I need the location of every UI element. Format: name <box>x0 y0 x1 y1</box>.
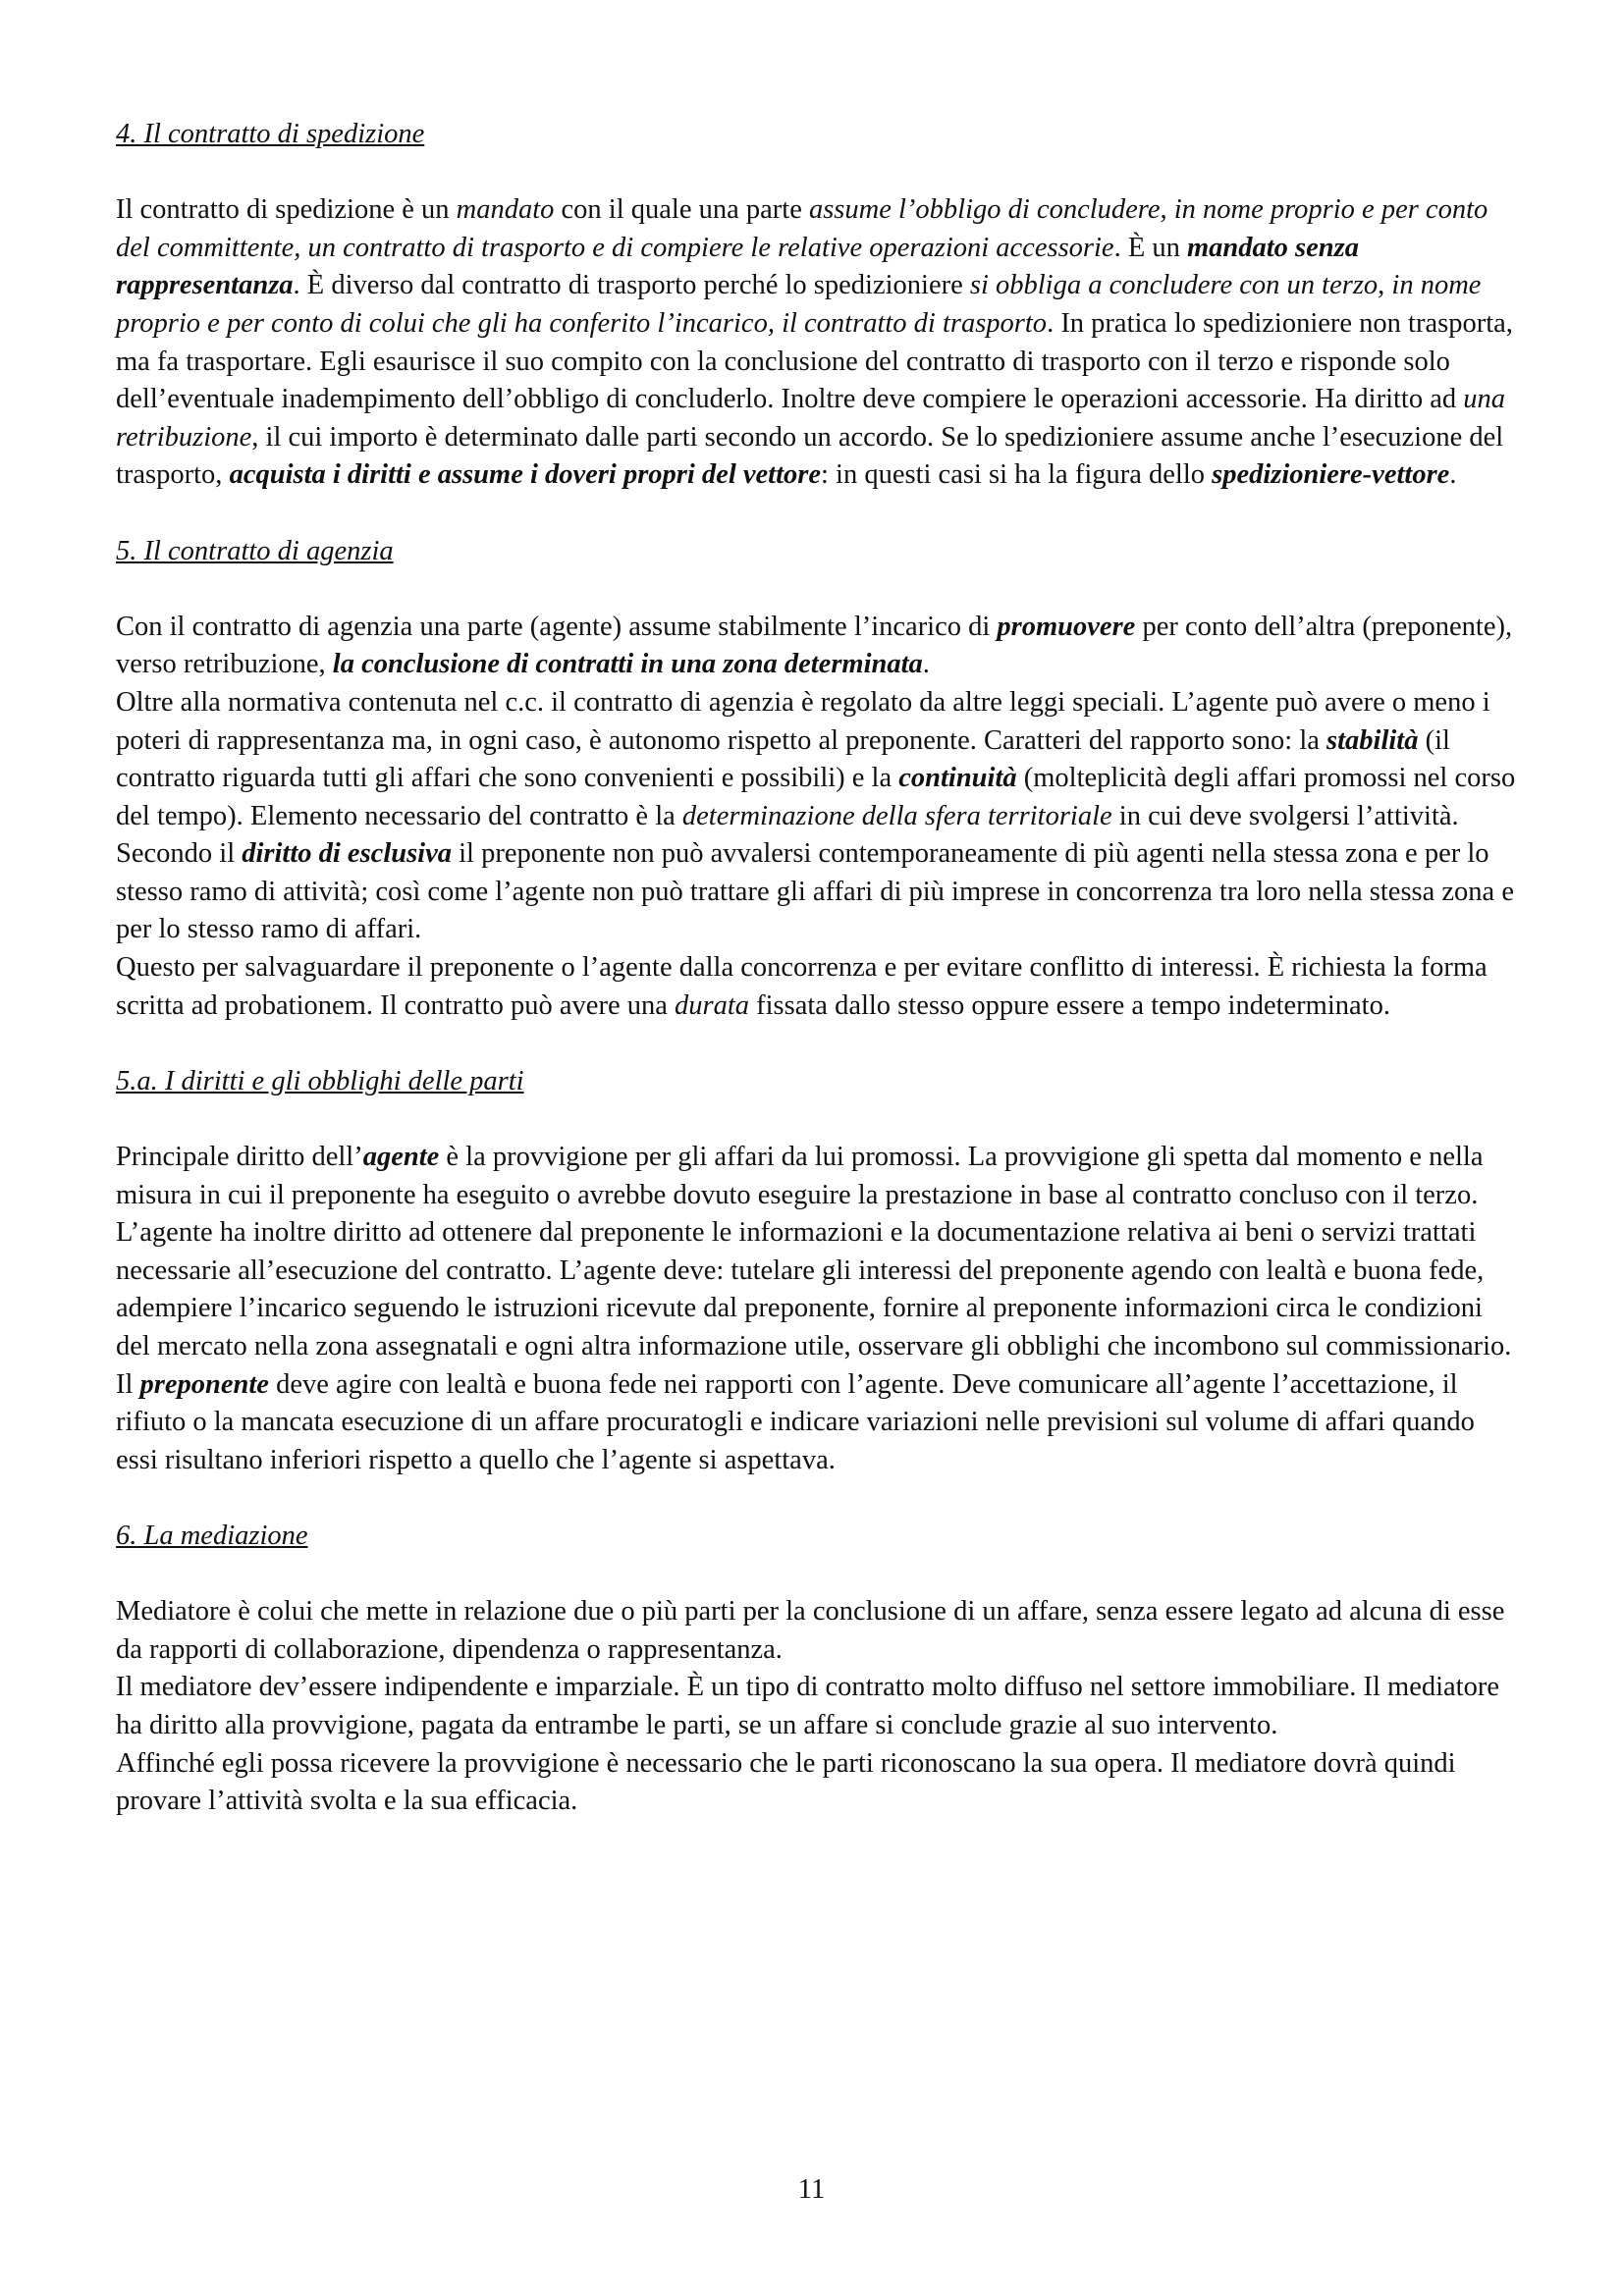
spacer <box>116 1100 1522 1139</box>
emphasis-italic: durata <box>675 989 750 1021</box>
text-run: , il cui importo è determinato dalle parti secondo un accordo. Se lo spedizioniere assume anche l’esecuzione del trasporto, <box>116 421 1504 491</box>
emphasis-bold-italic: spedizioniere-vettore <box>1212 459 1450 491</box>
text-run: (molteplicità degli affari promossi nel corso del tempo). Elemento necessario del contratto è la <box>116 763 1516 831</box>
emphasis-italic: assume l’obbligo di concludere, in nome proprio e per conto del committente, un contratto di trasporto e di compiere le relative operazioni accessorie <box>116 194 1488 263</box>
spacer <box>116 1025 1522 1063</box>
emphasis-italic: una retribuzione <box>116 384 1505 453</box>
section-heading: 5.a. I diritti e gli obblighi delle parti <box>116 1065 524 1096</box>
paragraph <box>116 949 1522 1025</box>
emphasis-bold-italic: preponente <box>139 1368 269 1400</box>
text-run: . <box>922 649 930 680</box>
paragraph <box>116 1139 1522 1366</box>
emphasis-bold-italic: diritto di esclusiva <box>242 838 452 870</box>
text-run: Mediatore è colui che mette in relazione due o più parti per la conclusione di un affare, senza essere legato ad alcuna di esse da rapporti di collaborazione, dipendenza o rappresentanza. <box>116 1596 1505 1665</box>
emphasis-italic: determinazione della sfera territoriale <box>681 800 1112 831</box>
text-run: . In pratica lo spedizioniere non trasporta, ma fa trasportare. Egli esaurisce il suo compito con la conclusione del contratto di trasporto con il terzo e risponde solo dell’eventuale inadempimento dell’obbligo di concluderlo. Inoltre deve compiere le operazioni accessorie. Ha diritto ad <box>116 307 1513 415</box>
section <box>116 116 1522 533</box>
paragraph <box>116 684 1522 835</box>
text-run: . È un <box>1113 232 1187 263</box>
text-run: (il contratto riguarda tutti gli affari che sono convenienti e possibili) e la <box>116 724 1450 794</box>
spacer <box>116 495 1522 533</box>
emphasis-italic: mandato <box>456 194 555 226</box>
paragraph <box>116 1745 1522 1821</box>
text-run: Il contratto di spedizione è un <box>116 194 457 226</box>
text-run: Principale diritto dell’ <box>116 1142 363 1173</box>
paragraph <box>116 609 1522 684</box>
text-run: . È diverso dal contratto di trasporto perché lo spedizioniere <box>293 270 970 301</box>
section-heading: 4. Il contratto di spedizione <box>116 119 425 149</box>
text-run: il preponente non può avvalersi contemporaneamente di più agenti nella stessa zona e per lo stesso ramo di attività; così come l’agente non può trattare gli affari di più imprese in concorrenza tra loro nella stessa zona e per lo stesso ramo di affari. <box>116 838 1514 945</box>
page-content <box>116 116 1522 1821</box>
section <box>116 1063 1522 1518</box>
text-run: per conto dell’altra (preponente), verso retribuzione, <box>116 611 1513 680</box>
emphasis-bold-italic: stabilità <box>1326 724 1419 756</box>
text-run: Il mediatore dev’essere indipendente e imparziale. È un tipo di contratto molto diffuso nel settore immobiliare. Il mediatore ha diritto alla provvigione, pagata da entrambe le parti, se un affare si conclude grazie al suo intervento. <box>116 1672 1499 1740</box>
text-run: deve agire con lealtà e buona fede nei rapporti con l’agente. Deve comunicare all’agente l’accettazione, il rifiuto o la mancata esecuzione di un affare procuratogli e indicare variazioni nelle previsioni sul volume di affari quando essi risultano inferiori rispetto a quello che l’agente si aspettava. <box>116 1368 1475 1475</box>
text-run: Con il contratto di agenzia una parte (agente) assume stabilmente l’incarico di <box>116 611 998 642</box>
emphasis-bold-italic: la conclusione di contratti in una zona determinata <box>332 649 923 680</box>
text-run: Il <box>116 1368 140 1400</box>
text-run: è la provvigione per gli affari da lui promossi. La provvigione gli spetta dal momento e nella misura in cui il preponente ha eseguito o avrebbe dovuto eseguire la prestazione in base al contratto concluso con il terzo. L’agente ha inoltre diritto ad ottenere dal preponente le informazioni e la documentazione relativa ai beni o servizi trattati necessarie all’esecuzione del contratto. L’agente deve: tutelare gli interessi del preponente agendo con lealtà e buona fede, adempiere l’incarico seguendo le istruzioni ricevute dal preponente, fornire al preponente informazioni circa le condizioni del mercato nella zona assegnatali e ogni altra informazione utile, osservare gli obblighi che incombono sul commissionario. <box>116 1142 1512 1362</box>
spacer <box>116 1556 1522 1594</box>
section-heading: 5. Il contratto di agenzia <box>116 535 394 566</box>
emphasis-italic: si obbliga a concludere con un terzo, in nome proprio e per conto di colui che gli ha conferito l’incarico, il contratto di trasporto <box>116 270 1482 339</box>
section <box>116 1518 1522 1821</box>
emphasis-bold-italic: acquista i diritti e assume i doveri propri del vettore <box>229 459 821 491</box>
text-run: Oltre alla normativa contenuta nel c.c. il contratto di agenzia è regolato da altre leggi speciali. L’agente può avere o meno i poteri di rappresentanza ma, in ogni caso, è autonomo rispetto al preponente. Caratteri del rapporto sono: la <box>116 686 1490 756</box>
paragraph <box>116 835 1522 949</box>
paragraph <box>116 1669 1522 1744</box>
section-heading: 6. La mediazione <box>116 1520 308 1551</box>
emphasis-bold-italic: agente <box>362 1142 440 1173</box>
paragraph <box>116 191 1522 495</box>
page-number: 11 <box>797 2174 826 2205</box>
text-run: Questo per salvaguardare il preponente o l’agente dalla concorrenza e per evitare conflitto di interessi. È richiesta la forma scritta ad probationem. Il contratto può avere una <box>116 952 1488 1021</box>
spacer <box>116 570 1522 609</box>
text-run: fissata dallo stesso oppure essere a tempo indeterminato. <box>749 989 1390 1021</box>
paragraph <box>116 1593 1522 1669</box>
text-run: . <box>1449 459 1457 491</box>
emphasis-bold-italic: promuovere <box>997 611 1136 642</box>
paragraph <box>116 1366 1522 1480</box>
text-run: con il quale una parte <box>554 194 809 226</box>
section <box>116 533 1522 1063</box>
text-run: in cui deve svolgersi l’attività. <box>1111 800 1459 831</box>
text-run: Affinché egli possa ricevere la provvigione è necessario che le parti riconoscano la sua opera. Il mediatore dovrà quindi provare l’attività svolta e la sua efficacia. <box>116 1747 1456 1817</box>
text-run: Secondo il <box>116 838 243 870</box>
emphasis-bold-italic: mandato senza rappresentanza <box>116 232 1359 301</box>
spacer <box>116 1479 1522 1518</box>
spacer <box>116 154 1522 192</box>
text-run: : in questi casi si ha la figura dello <box>821 459 1213 491</box>
emphasis-bold-italic: continuità <box>898 763 1017 794</box>
